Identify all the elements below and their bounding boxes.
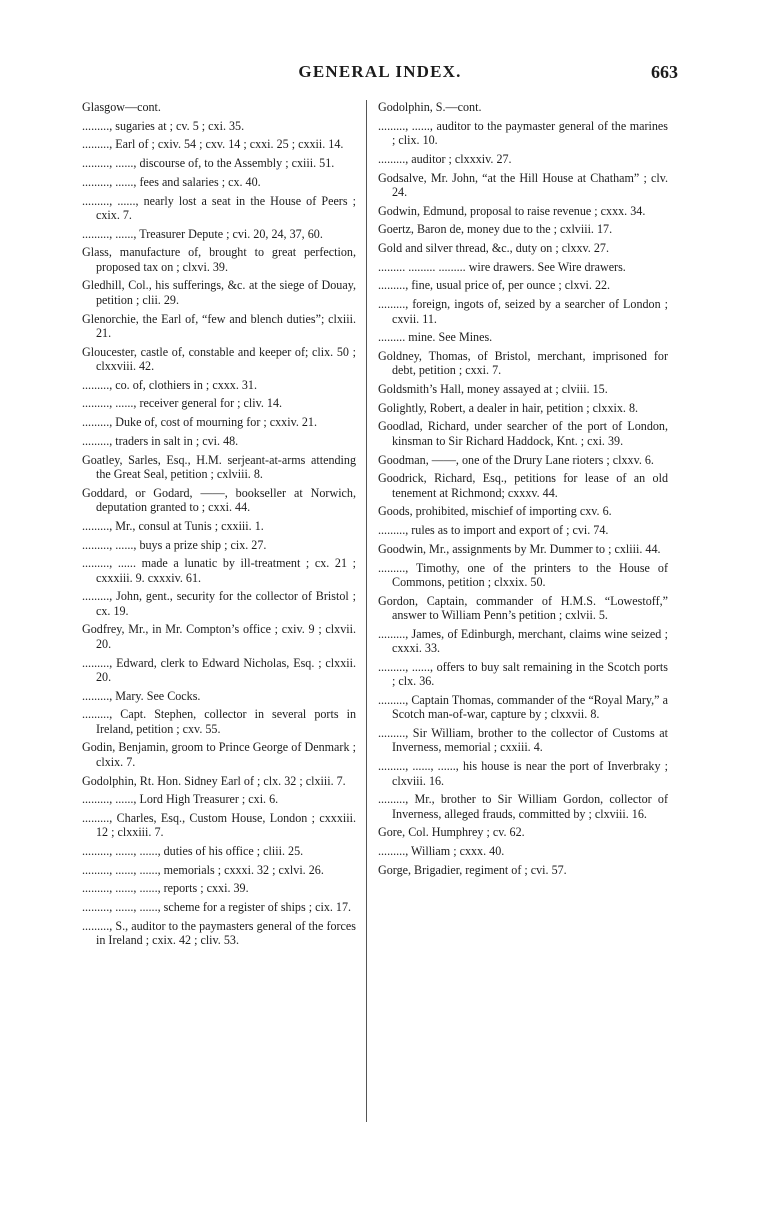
- index-entry: Godsalve, Mr. John, “at the Hill House at Chatham” ; clv. 24.: [378, 170, 668, 199]
- index-entry: ........., Duke of, cost of mourning for ; cxxiv. 21.: [82, 415, 318, 430]
- index-entry: ........., sugaries at ; cv. 5 ; cxi. 35.: [82, 118, 245, 133]
- index-entry: Gold and silver thread, &c., duty on ; clxxv. 27.: [378, 241, 609, 256]
- index-entry: ........., ......, buys a prize ship ; cix. 27.: [82, 537, 267, 552]
- index-entry: Golightly, Robert, a dealer in hair, petition ; clxxix. 8.: [378, 400, 639, 415]
- index-entry: Gore, Col. Humphrey ; cv. 62.: [378, 825, 525, 840]
- index-entry: Godolphin, S.—cont.: [378, 100, 482, 114]
- index-entry: Goodwin, Mr., assignments by Mr. Dummer to ; cxliii. 44.: [378, 541, 661, 556]
- index-entry: ........., ......, ......, his house is near the port of Inverbraky ; clxviii. 16.: [378, 759, 668, 788]
- index-entry: ........., James, of Edinburgh, merchant, claims wine seized ; cxxxi. 33.: [378, 626, 668, 656]
- index-entry: ......... ......... ......... wire drawers. See Wire drawers.: [378, 259, 626, 274]
- index-entry: ........., Timothy, one of the printers to the House of Commons, petition ; clxxix. 50.: [378, 560, 668, 589]
- page-header: [82, 62, 678, 90]
- index-entry: ........., Mr., consul at Tunis ; cxxiii. 1.: [82, 518, 264, 533]
- index-entry: ........., ......, Treasurer Depute ; cvi. 20, 24, 37, 60.: [82, 226, 323, 241]
- index-entry: ........., Earl of ; cxiv. 54 ; cxv. 14 ; cxxi. 25 ; cxxii. 14.: [82, 137, 344, 152]
- index-entry: Goods, prohibited, mischief of importing cxv. 6.: [378, 504, 612, 519]
- index-entry: Goldney, Thomas, of Bristol, merchant, imprisoned for debt, petition ; cxxi. 7.: [378, 348, 668, 378]
- index-entry: Goodman, ——, one of the Drury Lane rioters ; clxxv. 6.: [378, 452, 654, 467]
- index-entry: ........., fine, usual price of, per ounce ; clxvi. 22.: [378, 278, 611, 293]
- index-entry: Glasgow—cont.: [82, 100, 161, 114]
- index-entry: Goodlad, Richard, under searcher of the port of London, kinsman to Sir Richard Haddock, Knt. ; cxi. 39.: [378, 419, 668, 448]
- index-entry: ........., William ; cxxx. 40.: [378, 844, 505, 859]
- index-entry: ........., Mr., brother to Sir William Gordon, collector of Inverness, alleged frauds, committed by ; clxviii. 16.: [378, 792, 668, 821]
- index-entry: Godin, Benjamin, groom to Prince George of Denmark ; clxix. 7.: [82, 740, 356, 769]
- index-entry: Glenorchie, the Earl of, “few and blench duties”; clxiii. 21.: [82, 311, 356, 340]
- index-entry: ........., ......, ......, duties of his office ; cliii. 25.: [82, 844, 304, 859]
- index-entry: ........., ......, receiver general for ; cliv. 14.: [82, 396, 283, 411]
- index-entry: ........., rules as to import and export of ; cvi. 74.: [378, 523, 609, 538]
- index-entry: ........., ...... made a lunatic by ill-treatment ; cx. 21 ; cxxxiii. 9. cxxxiv. 61.: [82, 556, 356, 585]
- index-entry: ........., ......, offers to buy salt remaining in the Scotch ports ; clx. 36.: [378, 659, 668, 689]
- index-entry: ........., Charles, Esq., Custom House, London ; cxxxiii. 12 ; clxxiii. 7.: [82, 810, 356, 840]
- index-entry: ........., Sir William, brother to the collector of Customs at Inverness, memorial ; cxxiii. 4.: [378, 726, 668, 755]
- index-entry: Gledhill, Col., his sufferings, &c. at the siege of Douay, petition ; clii. 29.: [82, 278, 356, 307]
- index-entry: Godfrey, Mr., in Mr. Compton’s office ; cxiv. 9 ; clxvii. 20.: [82, 622, 356, 651]
- index-entry: ........., traders in salt in ; cvi. 48.: [82, 433, 239, 448]
- page-number: 663: [651, 62, 678, 82]
- index-entry: ........., John, gent., security for the collector of Bristol ; cx. 19.: [82, 589, 356, 618]
- index-entry: Glass, manufacture of, brought to great perfection, proposed tax on ; clxvi. 39.: [82, 245, 356, 274]
- index-entry: ........., co. of, clothiers in ; cxxx. 31.: [82, 377, 257, 392]
- index-entry: ........., Capt. Stephen, collector in several ports in Ireland, petition ; cxv. 55.: [82, 707, 356, 736]
- index-entry: ........., foreign, ingots of, seized by a searcher of London ; cxvii. 11.: [378, 297, 668, 326]
- column-divider: [366, 100, 367, 1122]
- index-entry: Gorge, Brigadier, regiment of ; cvi. 57.: [378, 862, 567, 877]
- index-entry: ........., ......, ......, memorials ; cxxxi. 32 ; cxlvi. 26.: [82, 862, 324, 877]
- index-entry: Goodrick, Richard, Esq., petitions for lease of an old tenement at Richmond; cxxxv. 44.: [378, 471, 668, 500]
- index-entry: ........., ......, Lord High Treasurer ; cxi. 6.: [82, 792, 279, 807]
- right-column: [378, 100, 668, 881]
- index-entry: Gloucester, castle of, constable and keeper of; clix. 50 ; clxxviii. 42.: [82, 344, 356, 374]
- index-entry: Godwin, Edmund, proposal to raise revenue ; cxxx. 34.: [378, 203, 646, 218]
- index-entry: Goertz, Baron de, money due to the ; cxlviii. 17.: [378, 222, 613, 237]
- index-entry: ........., ......, auditor to the paymaster general of the marines ; clix. 10.: [378, 118, 668, 148]
- index-entry: ........., Mary. See Cocks.: [82, 688, 201, 703]
- index-entry: Godolphin, Rt. Hon. Sidney Earl of ; clx. 32 ; clxiii. 7.: [82, 773, 346, 788]
- index-entry: ........., auditor ; clxxxiv. 27.: [378, 151, 512, 166]
- index-entry: ......... mine. See Mines.: [378, 330, 493, 345]
- index-entry: Goldsmith’s Hall, money assayed at ; clviii. 15.: [378, 382, 608, 397]
- index-entry: ........., Captain Thomas, commander of the “Royal Mary,” a Scotch man-of-war, capture by ; clxxvii. 8.: [378, 692, 668, 722]
- index-entry: ........., ......, ......, reports ; cxxi. 39.: [82, 881, 249, 896]
- page-title: GENERAL INDEX.: [298, 62, 462, 81]
- index-entry: Goddard, or Godard, ——, bookseller at Norwich, deputation granted to ; cxxi. 44.: [82, 485, 356, 515]
- index-entry: Goatley, Sarles, Esq., H.M. serjeant-at-arms attending the Great Seal, petition ; cxlviii. 8.: [82, 452, 356, 481]
- index-entry: ........., ......, discourse of, to the Assembly ; cxiii. 51.: [82, 156, 335, 171]
- index-entry: ........., ......, fees and salaries ; cx. 40.: [82, 174, 261, 189]
- index-entry: ........., S., auditor to the paymasters general of the forces in Ireland ; cxix. 42 ; cliv. 53.: [82, 918, 356, 948]
- left-column: [82, 100, 356, 952]
- index-entry: ........., ......, nearly lost a seat in the House of Peers ; cxix. 7.: [82, 193, 356, 222]
- index-entry: ........., ......, ......, scheme for a register of ships ; cix. 17.: [82, 900, 352, 915]
- index-entry: ........., Edward, clerk to Edward Nicholas, Esq. ; clxxii. 20.: [82, 655, 356, 684]
- index-entry: Gordon, Captain, commander of H.M.S. “Lowestoff,” answer to William Penn’s petition ; cxlvii. 5.: [378, 593, 668, 623]
